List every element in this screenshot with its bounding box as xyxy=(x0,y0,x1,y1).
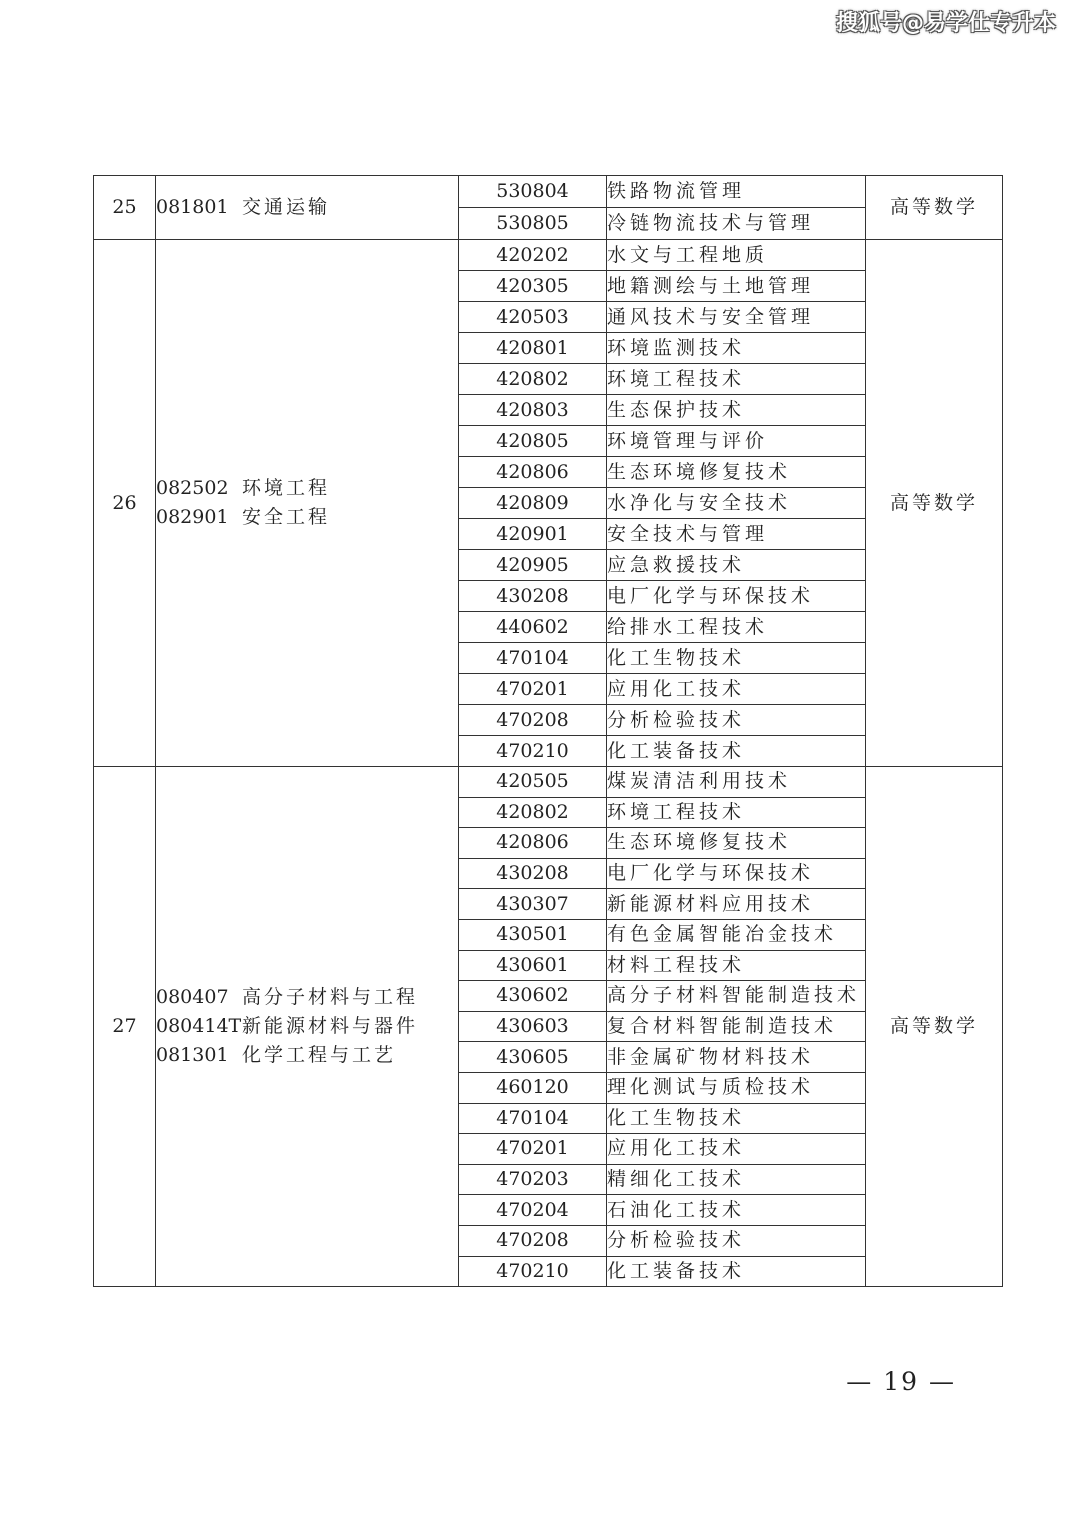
vocational-name: 复合材料智能制造技术 xyxy=(607,1011,866,1042)
vocational-code: 420802 xyxy=(459,797,607,828)
vocational-code: 470210 xyxy=(459,736,607,767)
vocational-name: 有色金属智能冶金技术 xyxy=(607,919,866,950)
vocational-name: 化工生物技术 xyxy=(607,643,866,674)
undergrad-major xyxy=(156,193,458,222)
undergrad-major xyxy=(156,503,458,532)
vocational-code: 430501 xyxy=(459,919,607,950)
vocational-code: 470210 xyxy=(459,1256,607,1287)
vocational-name: 化工装备技术 xyxy=(607,1256,866,1287)
vocational-name: 非金属矿物材料技术 xyxy=(607,1042,866,1073)
vocational-name: 煤炭清洁利用技术 xyxy=(607,767,866,798)
undergrad-major xyxy=(156,1041,458,1070)
undergrad-major-code: 082901 xyxy=(156,506,229,528)
vocational-code: 470208 xyxy=(459,705,607,736)
vocational-code: 420901 xyxy=(459,519,607,550)
vocational-code: 470201 xyxy=(459,674,607,705)
vocational-code: 420806 xyxy=(459,828,607,859)
vocational-name: 石油化工技术 xyxy=(607,1195,866,1226)
undergrad-majors-cell xyxy=(156,767,459,1287)
page-number: — 19 — xyxy=(846,1367,956,1396)
vocational-name: 生态环境修复技术 xyxy=(607,457,866,488)
undergrad-major xyxy=(156,983,458,1012)
undergrad-major xyxy=(156,1012,458,1041)
vocational-code: 420801 xyxy=(459,333,607,364)
group-number: 27 xyxy=(94,767,156,1287)
vocational-code: 420802 xyxy=(459,364,607,395)
vocational-name: 生态环境修复技术 xyxy=(607,828,866,859)
vocational-name: 应用化工技术 xyxy=(607,674,866,705)
vocational-code: 420806 xyxy=(459,457,607,488)
vocational-name: 理化测试与质检技术 xyxy=(607,1072,866,1103)
vocational-code: 430601 xyxy=(459,950,607,981)
vocational-name: 应用化工技术 xyxy=(607,1134,866,1165)
vocational-name: 给排水工程技术 xyxy=(607,612,866,643)
vocational-name: 电厂化学与环保技术 xyxy=(607,581,866,612)
vocational-name: 安全技术与管理 xyxy=(607,519,866,550)
vocational-code: 530804 xyxy=(459,176,607,208)
vocational-code: 420305 xyxy=(459,271,607,302)
vocational-code: 420202 xyxy=(459,240,607,271)
vocational-name: 生态保护技术 xyxy=(607,395,866,426)
vocational-name: 材料工程技术 xyxy=(607,950,866,981)
vocational-code: 470204 xyxy=(459,1195,607,1226)
vocational-name: 高分子材料智能制造技术 xyxy=(607,981,866,1012)
exam-subject: 高等数学 xyxy=(866,767,1003,1287)
undergrad-major-code: 080414T xyxy=(156,1015,242,1038)
vocational-name: 铁路物流管理 xyxy=(607,176,866,208)
undergrad-major-code: 080407 xyxy=(156,986,229,1009)
vocational-code: 420905 xyxy=(459,550,607,581)
vocational-name: 化工生物技术 xyxy=(607,1103,866,1134)
exam-subject: 高等数学 xyxy=(866,240,1003,767)
vocational-name: 电厂化学与环保技术 xyxy=(607,858,866,889)
vocational-code: 470203 xyxy=(459,1164,607,1195)
watermark: 搜狐号@易学仕专升本 xyxy=(835,11,1056,36)
vocational-name: 新能源材料应用技术 xyxy=(607,889,866,920)
vocational-name: 精细化工技术 xyxy=(607,1164,866,1195)
vocational-name: 环境管理与评价 xyxy=(607,426,866,457)
undergrad-major-code: 081801 xyxy=(156,196,229,218)
vocational-name: 环境工程技术 xyxy=(607,364,866,395)
undergrad-major-code: 081301 xyxy=(156,1044,229,1067)
vocational-code: 420805 xyxy=(459,426,607,457)
vocational-code: 460120 xyxy=(459,1072,607,1103)
vocational-name: 分析检验技术 xyxy=(607,705,866,736)
undergrad-major-name: 环境工程 xyxy=(242,477,331,499)
undergrad-major-name: 交通运输 xyxy=(242,196,331,218)
table-row xyxy=(94,767,1003,798)
exam-subject: 高等数学 xyxy=(866,176,1003,240)
vocational-code: 530805 xyxy=(459,208,607,240)
vocational-name: 环境工程技术 xyxy=(607,797,866,828)
undergrad-major xyxy=(156,474,458,503)
vocational-code: 420809 xyxy=(459,488,607,519)
vocational-name: 水文与工程地质 xyxy=(607,240,866,271)
undergrad-major-name: 新能源材料与器件 xyxy=(242,1015,419,1038)
vocational-code: 430602 xyxy=(459,981,607,1012)
vocational-code: 440602 xyxy=(459,612,607,643)
vocational-code: 430208 xyxy=(459,581,607,612)
vocational-name: 冷链物流技术与管理 xyxy=(607,208,866,240)
vocational-code: 420505 xyxy=(459,767,607,798)
undergrad-majors-cell xyxy=(156,176,459,240)
group-number: 26 xyxy=(94,240,156,767)
undergrad-major-name: 安全工程 xyxy=(242,506,331,528)
vocational-code: 470104 xyxy=(459,643,607,674)
table-row xyxy=(94,240,1003,271)
undergrad-major-code: 082502 xyxy=(156,477,229,499)
vocational-name: 分析检验技术 xyxy=(607,1225,866,1256)
vocational-code: 430307 xyxy=(459,889,607,920)
vocational-code: 430603 xyxy=(459,1011,607,1042)
undergrad-major-name: 高分子材料与工程 xyxy=(242,986,419,1009)
vocational-code: 430208 xyxy=(459,858,607,889)
vocational-code: 420503 xyxy=(459,302,607,333)
vocational-name: 应急救援技术 xyxy=(607,550,866,581)
table-row xyxy=(94,176,1003,208)
undergrad-major-name: 化学工程与工艺 xyxy=(242,1044,397,1067)
vocational-name: 环境监测技术 xyxy=(607,333,866,364)
group-number: 25 xyxy=(94,176,156,240)
vocational-name: 水净化与安全技术 xyxy=(607,488,866,519)
vocational-name: 通风技术与安全管理 xyxy=(607,302,866,333)
vocational-code: 430605 xyxy=(459,1042,607,1073)
vocational-code: 470201 xyxy=(459,1134,607,1165)
vocational-code: 470208 xyxy=(459,1225,607,1256)
major-mapping-table xyxy=(93,175,1003,1287)
vocational-name: 地籍测绘与土地管理 xyxy=(607,271,866,302)
undergrad-majors-cell xyxy=(156,240,459,767)
vocational-name: 化工装备技术 xyxy=(607,736,866,767)
vocational-code: 420803 xyxy=(459,395,607,426)
vocational-code: 470104 xyxy=(459,1103,607,1134)
